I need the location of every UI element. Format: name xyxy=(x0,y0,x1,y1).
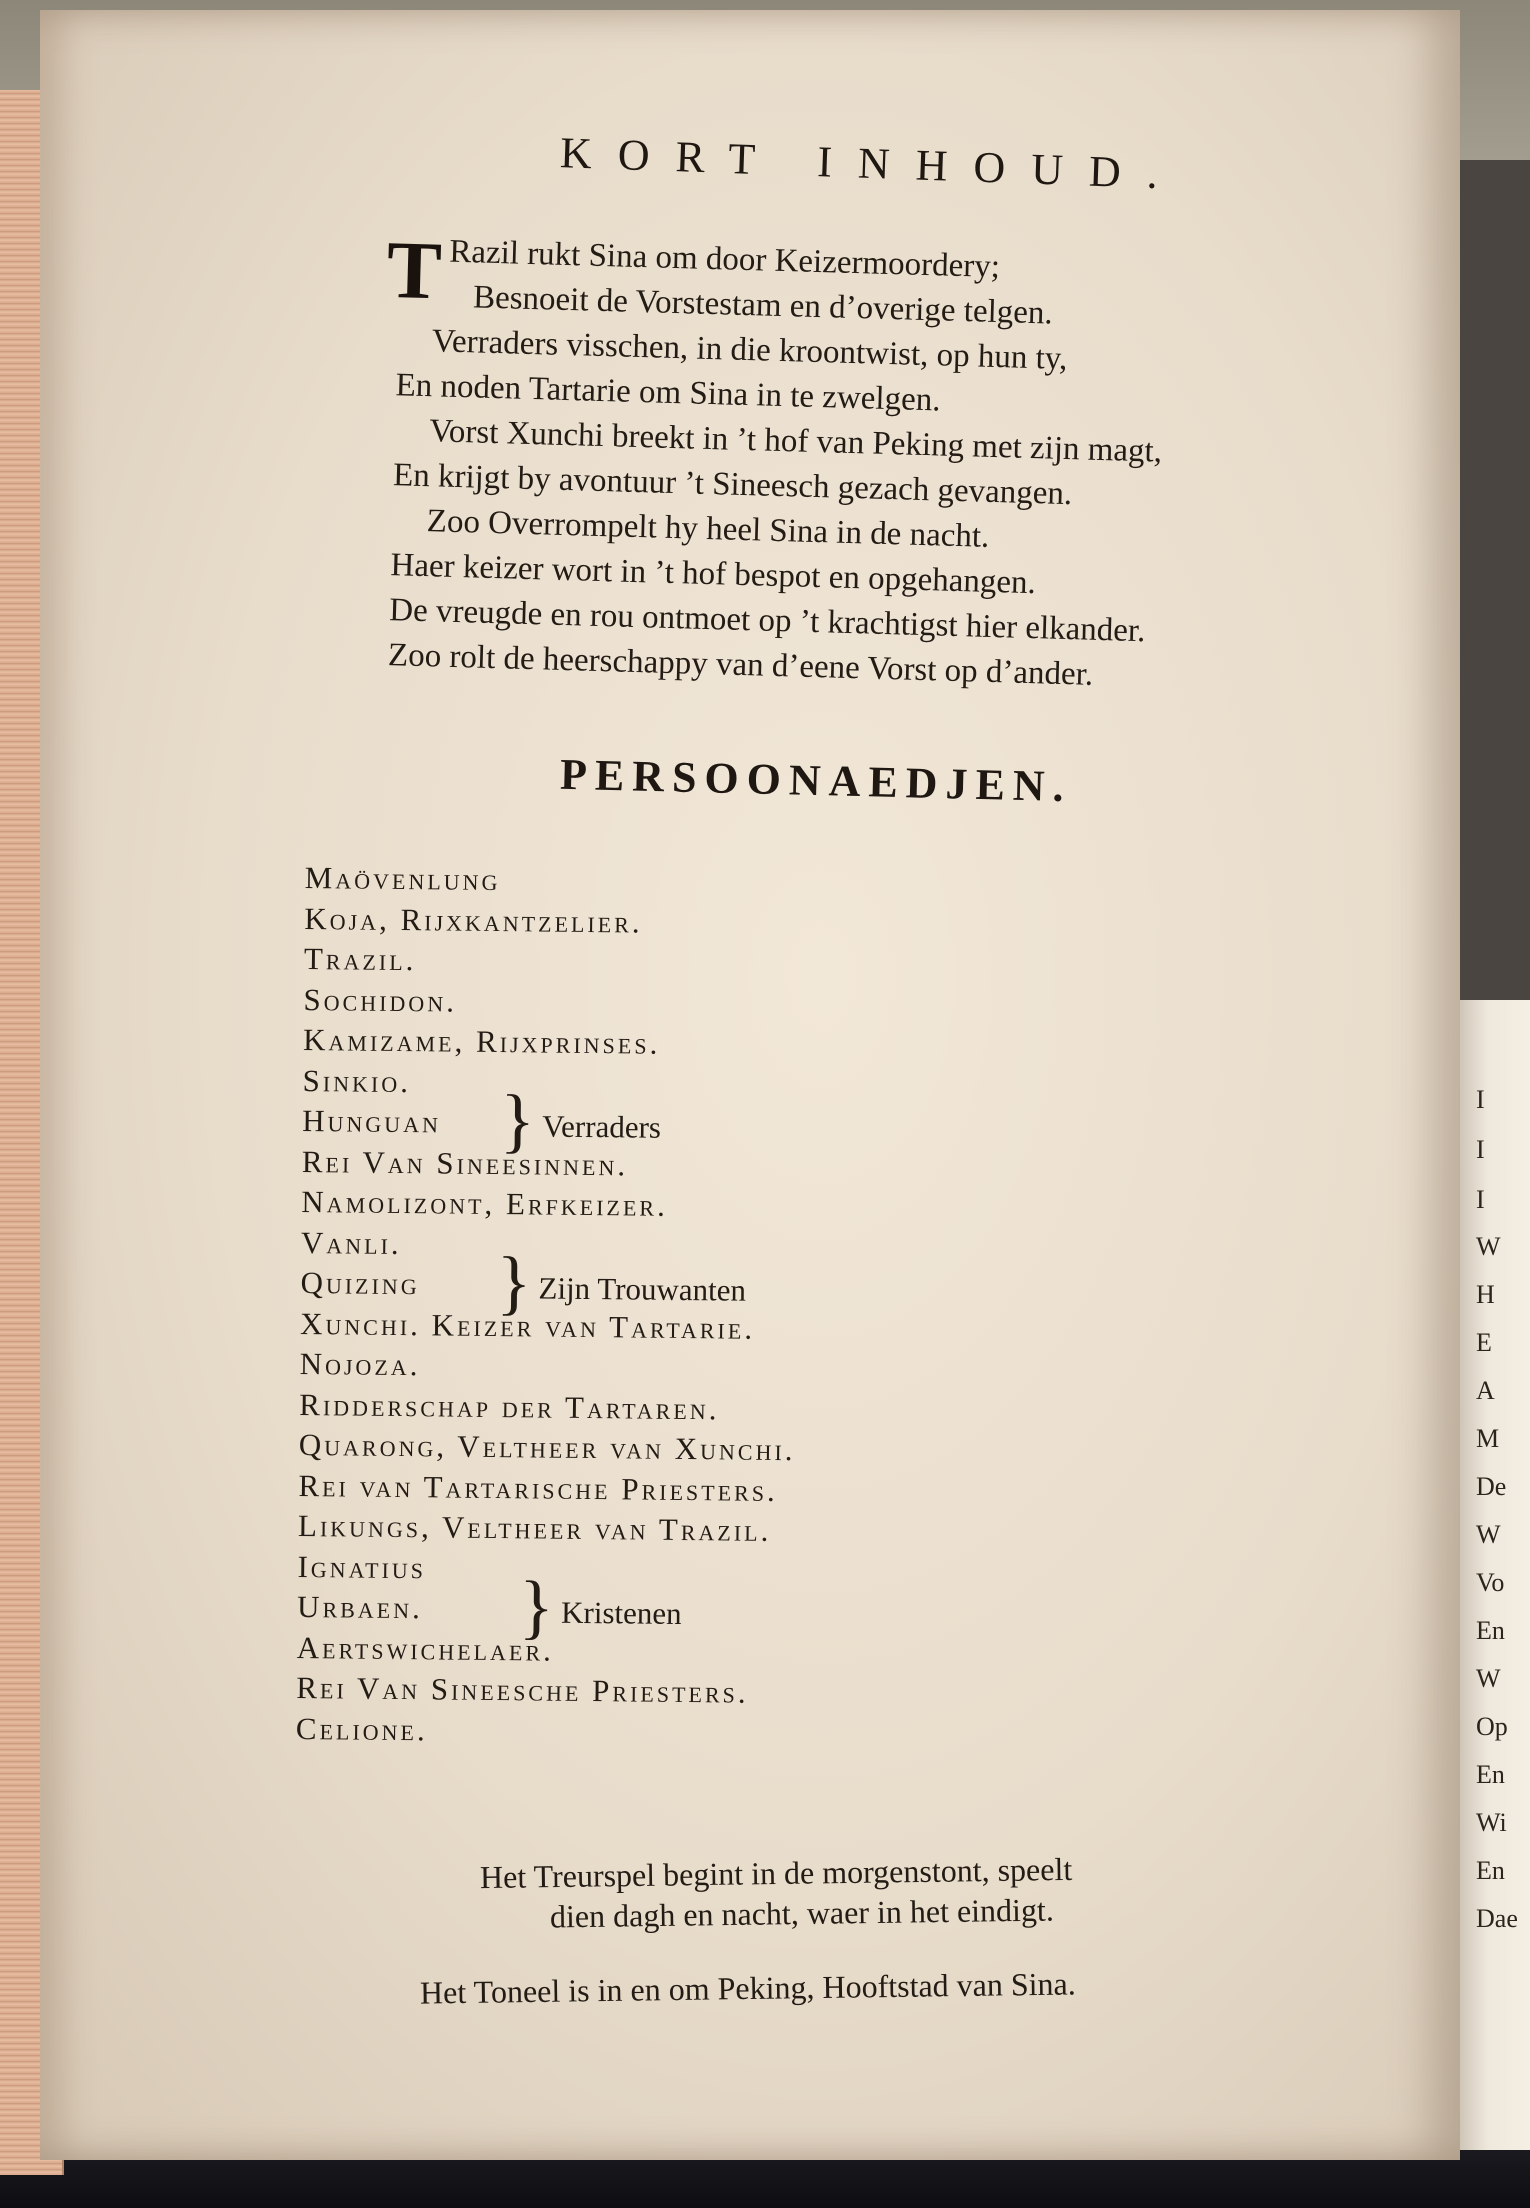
facing-letter: En xyxy=(1476,1856,1505,1885)
facing-letter: Dae xyxy=(1476,1904,1518,1933)
verse-line: Zoo rolt de heerschappy van d’eene Vorst op d’ander. xyxy=(387,637,1094,693)
group-label-trouwanten: Zijn Trouwanten xyxy=(538,1270,747,1308)
facing-letter: De xyxy=(1476,1472,1507,1501)
cast-member: Hunguan xyxy=(302,1102,442,1140)
group-label-verraders: Verraders xyxy=(542,1108,662,1145)
facing-letter: En xyxy=(1476,1760,1505,1789)
verse-line: Razil rukt Sina om door Keizermoordery; xyxy=(448,233,1001,286)
facing-letter: A xyxy=(1476,1376,1495,1405)
cast-member: Kamizame, Rijxprinses. xyxy=(302,1021,661,1061)
facing-letter: Op xyxy=(1476,1712,1508,1741)
facing-letter: I xyxy=(1476,1135,1485,1164)
book-page xyxy=(40,10,1460,2160)
cast-member: Rei Van Sineesche Priesters. xyxy=(296,1669,749,1710)
facing-letter: I xyxy=(1476,1085,1485,1114)
note-line-1: Het Treurspel begint in de morgenstont, speelt xyxy=(479,1850,1073,1896)
verse-line: Vorst Xunchi breekt in ’t hof van Peking met zijn magt, xyxy=(428,413,1163,470)
brace-verraders: } xyxy=(499,1080,536,1161)
facing-page xyxy=(1460,1000,1530,2150)
facing-letter: W xyxy=(1476,1664,1501,1693)
cast-member: Quarong, Veltheer van Xunchi. xyxy=(298,1426,796,1468)
verse-line: En krijgt by avontuur ’t Sineesch gezach gevangen. xyxy=(392,457,1073,513)
note-line-2: dien dagh en nacht, waer in het eindigt. xyxy=(549,1891,1055,1935)
facing-letter: M xyxy=(1476,1424,1500,1453)
brace-trouwanten: } xyxy=(496,1242,532,1323)
cast-member: Celione. xyxy=(295,1710,428,1747)
cast-member: Likungs, Veltheer van Trazil. xyxy=(297,1507,772,1548)
facing-letter: H xyxy=(1476,1280,1495,1309)
cast-member: Ridderschap der Tartaren. xyxy=(299,1386,720,1426)
setting-note: Het Toneel is in en om Peking, Hooftstad van Sina. xyxy=(419,1965,1076,2011)
verse-line: Besnoeit de Vorstestam en d’overige telgen. xyxy=(472,279,1054,332)
facing-letter: Wi xyxy=(1476,1808,1507,1837)
cast-member: Nojoza. xyxy=(299,1345,421,1383)
cast-member: Maövenlung xyxy=(304,859,501,898)
facing-letter: En xyxy=(1476,1616,1505,1645)
verse-line: De vreugde en rou ontmoet op ’t krachtigst hier elkander. xyxy=(388,592,1146,650)
cast-member: Rei Van Sineesinnen. xyxy=(301,1143,629,1182)
cast-member: Aertswichelaer. xyxy=(296,1629,555,1668)
cast-member: Xunchi. Keizer van Tartarie. xyxy=(299,1305,756,1346)
verse-line: Haer keizer wort in ’t hof bespot en opgehangen. xyxy=(390,547,1037,602)
verse-line: Zoo Overrompelt hy heel Sina in de nacht. xyxy=(426,503,990,555)
group-label-kristenen: Kristenen xyxy=(560,1594,682,1631)
cast-member: Rei van Tartarische Priesters. xyxy=(298,1467,778,1508)
cast-member: Trazil. xyxy=(303,940,417,978)
verse-line: Verraders visschen, in die kroontwist, op hun ty, xyxy=(431,323,1068,377)
cast-member: Koja, Rijxkantzelier. xyxy=(304,900,643,940)
verse-line: En noden Tartarie om Sina in te zwelgen. xyxy=(395,367,941,419)
cast-list xyxy=(296,858,1205,1758)
summary-verses xyxy=(377,223,1409,706)
cast-member: Sochidon. xyxy=(303,981,458,1019)
cast-member: Quizing xyxy=(300,1264,420,1302)
cast-member: Vanli. xyxy=(300,1224,402,1261)
cast-member: Ignatius xyxy=(297,1548,427,1585)
facing-letter: Vo xyxy=(1476,1568,1505,1597)
facing-letter: W xyxy=(1476,1520,1501,1549)
summary-heading: KORT INHOUD. xyxy=(559,128,1185,199)
cast-member: Namolizont, Erfkeizer. xyxy=(301,1183,669,1223)
facing-letter: I xyxy=(1476,1185,1485,1214)
cast-member: Urbaen. xyxy=(296,1588,424,1626)
facing-letter: W xyxy=(1476,1232,1501,1261)
cast-heading: PERSOONAEDJEN. xyxy=(559,749,1073,812)
brace-kristenen: } xyxy=(518,1566,555,1647)
cast-member: Sinkio. xyxy=(302,1062,412,1099)
drop-cap: T xyxy=(385,223,443,317)
facing-letter: E xyxy=(1476,1328,1492,1357)
